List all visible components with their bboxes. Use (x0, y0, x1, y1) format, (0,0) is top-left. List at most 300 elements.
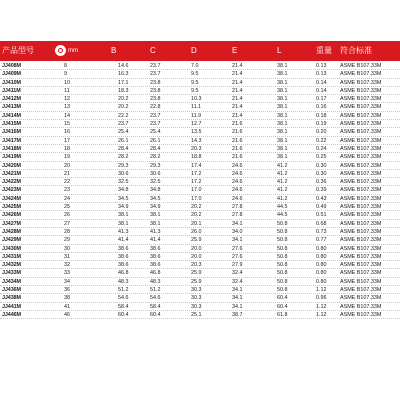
cell-l: 44.5 (277, 204, 288, 211)
cell-l: 38.1 (277, 87, 288, 94)
table-row (0, 178, 400, 186)
cell-d: 25.9 (191, 237, 202, 244)
cell-c: 29.3 (150, 162, 161, 169)
table-row (0, 162, 400, 170)
cell-std: ASME B107.33M (340, 96, 382, 103)
cell-b: 23.7 (118, 121, 129, 128)
cell-size: 34 (64, 278, 70, 285)
cell-b: 51.2 (118, 287, 129, 294)
cell-std: ASME B107.33M (340, 287, 382, 294)
cell-e: 27.6 (232, 253, 243, 260)
cell-c: 34.9 (150, 204, 161, 211)
table-row (0, 120, 400, 128)
table-row (0, 286, 400, 294)
cell-c: 23.8 (150, 87, 161, 94)
cell-c: 23.7 (150, 121, 161, 128)
cell-l: 41.2 (277, 187, 288, 194)
cell-std: ASME B107.33M (340, 245, 382, 252)
cell-model: JJ431M (2, 253, 21, 260)
cell-weight: 0.14 (316, 87, 327, 94)
header-size-unit: mm (68, 48, 78, 54)
table-row (0, 62, 400, 70)
cell-size: 23 (64, 187, 70, 194)
table-row (0, 186, 400, 194)
cell-std: ASME B107.33M (340, 162, 382, 169)
cell-l: 60.4 (277, 303, 288, 310)
cell-std: ASME B107.33M (340, 170, 382, 177)
cell-b: 18.3 (118, 87, 129, 94)
cell-d: 20.0 (191, 245, 202, 252)
cell-e: 34.1 (232, 287, 243, 294)
cell-weight: 0.39 (316, 187, 327, 194)
cell-weight: 0.73 (316, 228, 327, 235)
cell-model: JJ409M (2, 71, 21, 78)
cell-d: 26.0 (191, 228, 202, 235)
table-row (0, 228, 400, 236)
cell-b: 38.6 (118, 262, 129, 269)
cell-c: 23.7 (150, 112, 161, 119)
cell-std: ASME B107.33M (340, 63, 382, 69)
cell-weight: 0.96 (316, 295, 327, 302)
cell-e: 21.6 (232, 137, 243, 144)
cell-weight: 0.19 (316, 121, 327, 128)
cell-c: 23.7 (150, 71, 161, 78)
cell-size: 31 (64, 253, 70, 260)
cell-model: JJ429M (2, 237, 21, 244)
cell-size: 14 (64, 112, 70, 119)
cell-e: 32.4 (232, 278, 243, 285)
cell-model: JJ441M (2, 303, 21, 310)
cell-d: 17.2 (191, 170, 202, 177)
cell-b: 38.1 (118, 212, 129, 219)
cell-d: 30.3 (191, 303, 202, 310)
cell-d: 9.5 (191, 71, 199, 78)
cell-weight: 0.51 (316, 212, 327, 219)
cell-e: 21.4 (232, 104, 243, 111)
cell-weight: 0.68 (316, 220, 327, 227)
cell-model: JJ415M (2, 121, 21, 128)
cell-b: 38.1 (118, 220, 129, 227)
cell-std: ASME B107.33M (340, 121, 382, 128)
cell-l: 60.4 (277, 295, 288, 302)
table-row (0, 112, 400, 120)
cell-std: ASME B107.33M (340, 212, 382, 219)
cell-weight: 0.17 (316, 96, 327, 103)
cell-b: 46.8 (118, 270, 129, 277)
cell-size: 8 (64, 63, 67, 69)
cell-b: 22.2 (118, 112, 129, 119)
table-row (0, 294, 400, 302)
cell-weight: 0.77 (316, 237, 327, 244)
cell-size: 12 (64, 96, 70, 103)
cell-e: 21.6 (232, 129, 243, 136)
cell-b: 38.6 (118, 253, 129, 260)
cell-d: 18.8 (191, 154, 202, 161)
cell-std: ASME B107.33M (340, 303, 382, 310)
cell-weight: 0.80 (316, 245, 327, 252)
cell-std: ASME B107.33M (340, 145, 382, 152)
table-row (0, 311, 400, 319)
cell-e: 21.6 (232, 145, 243, 152)
cell-size: 32 (64, 262, 70, 269)
cell-std: ASME B107.33M (340, 311, 382, 318)
cell-model: JJ438M (2, 295, 21, 302)
cell-c: 58.4 (150, 303, 161, 310)
header-model: 产品型号 (2, 46, 34, 55)
header-b: B (111, 46, 117, 55)
cell-e: 34.1 (232, 220, 243, 227)
cell-model: JJ420M (2, 162, 21, 169)
cell-l: 38.1 (277, 79, 288, 86)
cell-d: 17.0 (191, 187, 202, 194)
table-row (0, 95, 400, 103)
cell-l: 38.1 (277, 63, 288, 69)
cell-d: 9.5 (191, 79, 199, 86)
cell-c: 34.8 (150, 187, 161, 194)
cell-weight: 0.80 (316, 262, 327, 269)
cell-l: 38.1 (277, 104, 288, 111)
table-row (0, 303, 400, 311)
cell-model: JJ411M (2, 87, 21, 94)
cell-e: 24.6 (232, 195, 243, 202)
table-row (0, 269, 400, 277)
cell-l: 41.2 (277, 170, 288, 177)
cell-model: JJ425M (2, 204, 21, 211)
cell-l: 50.8 (277, 220, 288, 227)
cell-e: 21.4 (232, 71, 243, 78)
cell-weight: 0.20 (316, 129, 327, 136)
cell-weight: 1.12 (316, 303, 327, 310)
table-row (0, 236, 400, 244)
spec-table-body (0, 62, 400, 319)
cell-model: JJ436M (2, 287, 21, 294)
cell-d: 25.9 (191, 270, 202, 277)
cell-model: JJ430M (2, 245, 21, 252)
cell-l: 38.1 (277, 112, 288, 119)
cell-b: 60.4 (118, 311, 129, 318)
cell-d: 25.1 (191, 311, 202, 318)
cell-weight: 0.16 (316, 104, 327, 111)
cell-model: JJ414M (2, 112, 21, 119)
table-row (0, 153, 400, 161)
cell-size: 38 (64, 295, 70, 302)
cell-c: 41.3 (150, 228, 161, 235)
cell-c: 48.3 (150, 278, 161, 285)
cell-std: ASME B107.33M (340, 195, 382, 202)
cell-l: 38.1 (277, 129, 288, 136)
cell-l: 50.8 (277, 262, 288, 269)
cell-std: ASME B107.33M (340, 220, 382, 227)
cell-weight: 0.80 (316, 278, 327, 285)
cell-b: 25.4 (118, 129, 129, 136)
cell-b: 28.2 (118, 154, 129, 161)
cell-b: 20.2 (118, 104, 129, 111)
cell-b: 58.4 (118, 303, 129, 310)
cell-d: 17.4 (191, 162, 202, 169)
cell-weight: 0.80 (316, 270, 327, 277)
cell-c: 41.4 (150, 237, 161, 244)
cell-weight: 0.22 (316, 137, 327, 144)
cell-e: 34.0 (232, 228, 243, 235)
cell-b: 34.9 (118, 204, 129, 211)
cell-l: 50.8 (277, 245, 288, 252)
table-row (0, 211, 400, 219)
cell-c: 23.8 (150, 96, 161, 103)
cell-c: 32.5 (150, 179, 161, 186)
cell-l: 50.8 (277, 228, 288, 235)
cell-b: 41.4 (118, 237, 129, 244)
cell-e: 27.9 (232, 262, 243, 269)
cell-std: ASME B107.33M (340, 129, 382, 136)
cell-std: ASME B107.33M (340, 112, 382, 119)
cell-model: JJ422M (2, 179, 21, 186)
cell-d: 14.3 (191, 137, 202, 144)
cell-size: 28 (64, 228, 70, 235)
cell-std: ASME B107.33M (340, 79, 382, 86)
cell-b: 20.2 (118, 96, 129, 103)
cell-size: 33 (64, 270, 70, 277)
cell-size: 20 (64, 162, 70, 169)
cell-std: ASME B107.33M (340, 187, 382, 194)
cell-model: JJ428M (2, 228, 21, 235)
cell-e: 27.6 (232, 245, 243, 252)
cell-l: 41.2 (277, 195, 288, 202)
header-weight: 重量 (316, 46, 332, 55)
cell-model: JJ413M (2, 104, 21, 111)
cell-d: 20.3 (191, 262, 202, 269)
cell-d: 20.1 (191, 220, 202, 227)
cell-b: 28.4 (118, 145, 129, 152)
cell-std: ASME B107.33M (340, 204, 382, 211)
cell-size: 25 (64, 204, 70, 211)
cell-std: ASME B107.33M (340, 270, 382, 277)
cell-size: 21 (64, 170, 70, 177)
cell-c: 25.4 (150, 129, 161, 136)
cell-weight: 0.43 (316, 195, 327, 202)
cell-model: JJ419M (2, 154, 21, 161)
cell-weight: 0.30 (316, 170, 327, 177)
cell-e: 21.4 (232, 63, 243, 69)
cell-c: 22.8 (150, 104, 161, 111)
cell-model: JJ446M (2, 311, 21, 318)
cell-c: 28.4 (150, 145, 161, 152)
cell-e: 24.6 (232, 179, 243, 186)
cell-d: 17.0 (191, 195, 202, 202)
cell-c: 38.6 (150, 253, 161, 260)
table-row (0, 203, 400, 211)
cell-size: 10 (64, 79, 70, 86)
cell-std: ASME B107.33M (340, 228, 382, 235)
cell-l: 41.2 (277, 179, 288, 186)
cell-b: 34.5 (118, 195, 129, 202)
cell-l: 61.8 (277, 311, 288, 318)
cell-e: 32.4 (232, 270, 243, 277)
table-row (0, 79, 400, 87)
cell-c: 34.5 (150, 195, 161, 202)
cell-size: 30 (64, 245, 70, 252)
cell-c: 23.8 (150, 79, 161, 86)
cell-d: 30.3 (191, 295, 202, 302)
cell-b: 30.6 (118, 170, 129, 177)
table-row (0, 145, 400, 153)
cell-d: 9.5 (191, 87, 199, 94)
cell-weight: 0.25 (316, 154, 327, 161)
cell-std: ASME B107.33M (340, 87, 382, 94)
cell-e: 21.4 (232, 87, 243, 94)
cell-e: 38.7 (232, 311, 243, 318)
table-row (0, 87, 400, 95)
cell-e: 24.6 (232, 170, 243, 177)
cell-size: 19 (64, 154, 70, 161)
cell-size: 41 (64, 303, 70, 310)
cell-weight: 0.30 (316, 162, 327, 169)
cell-model: JJ432M (2, 262, 21, 269)
cell-l: 50.8 (277, 278, 288, 285)
cell-e: 24.6 (232, 187, 243, 194)
cell-model: JJ412M (2, 96, 21, 103)
cell-std: ASME B107.33M (340, 179, 382, 186)
cell-size: 24 (64, 195, 70, 202)
cell-size: 29 (64, 237, 70, 244)
cell-weight: 0.14 (316, 79, 327, 86)
cell-c: 26.1 (150, 137, 161, 144)
cell-weight: 0.18 (316, 112, 327, 119)
cell-d: 20.0 (191, 253, 202, 260)
cell-model: JJ427M (2, 220, 21, 227)
cell-d: 20.2 (191, 204, 202, 211)
table-row (0, 278, 400, 286)
cell-weight: 0.80 (316, 253, 327, 260)
cell-model: JJ418M (2, 145, 21, 152)
cell-size: 16 (64, 129, 70, 136)
cell-b: 16.3 (118, 71, 129, 78)
cell-l: 50.8 (277, 253, 288, 260)
cell-b: 34.8 (118, 187, 129, 194)
cell-std: ASME B107.33M (340, 137, 382, 144)
cell-c: 38.1 (150, 220, 161, 227)
cell-c: 38.6 (150, 262, 161, 269)
cell-size: 11 (64, 87, 70, 94)
cell-std: ASME B107.33M (340, 154, 382, 161)
cell-e: 34.1 (232, 237, 243, 244)
cell-e: 24.6 (232, 162, 243, 169)
table-row (0, 195, 400, 203)
cell-b: 54.6 (118, 295, 129, 302)
table-row (0, 253, 400, 261)
cell-std: ASME B107.33M (340, 104, 382, 111)
cell-std: ASME B107.33M (340, 71, 382, 78)
cell-size: 27 (64, 220, 70, 227)
cell-c: 23.7 (150, 63, 161, 69)
cell-d: 7.0 (191, 63, 199, 69)
cell-c: 60.4 (150, 311, 161, 318)
header-l: L (277, 46, 282, 55)
cell-e: 21.4 (232, 112, 243, 119)
cell-b: 48.3 (118, 278, 129, 285)
cell-model: JJ421M (2, 170, 21, 177)
cell-d: 12.7 (191, 121, 202, 128)
cell-size: 36 (64, 287, 70, 294)
socket-size-icon (55, 45, 66, 56)
cell-size: 15 (64, 121, 70, 128)
cell-l: 38.1 (277, 71, 288, 78)
cell-size: 22 (64, 179, 70, 186)
cell-e: 21.6 (232, 154, 243, 161)
cell-c: 28.2 (150, 154, 161, 161)
cell-d: 13.5 (191, 129, 202, 136)
cell-l: 50.8 (277, 270, 288, 277)
cell-e: 27.8 (232, 204, 243, 211)
cell-d: 20.3 (191, 145, 202, 152)
cell-d: 25.9 (191, 278, 202, 285)
cell-std: ASME B107.33M (340, 262, 382, 269)
cell-b: 17.1 (118, 79, 129, 86)
cell-d: 11.9 (191, 112, 202, 119)
cell-model: JJ408M (2, 63, 21, 69)
cell-weight: 1.12 (316, 311, 327, 318)
table-header (0, 41, 400, 61)
cell-std: ASME B107.33M (340, 278, 382, 285)
cell-b: 41.3 (118, 228, 129, 235)
table-row (0, 170, 400, 178)
cell-b: 14.6 (118, 63, 129, 69)
cell-size: 17 (64, 137, 70, 144)
cell-weight: 0.49 (316, 204, 327, 211)
cell-e: 34.1 (232, 295, 243, 302)
header-e: E (232, 46, 238, 55)
cell-d: 10.3 (191, 96, 202, 103)
cell-l: 44.5 (277, 212, 288, 219)
cell-l: 50.8 (277, 287, 288, 294)
header-c: C (150, 46, 156, 55)
cell-l: 38.1 (277, 96, 288, 103)
table-row (0, 137, 400, 145)
cell-e: 21.4 (232, 96, 243, 103)
cell-std: ASME B107.33M (340, 295, 382, 302)
cell-weight: 0.13 (316, 63, 327, 69)
header-standard: 符合标准 (340, 46, 372, 55)
header-d: D (191, 46, 197, 55)
cell-c: 46.8 (150, 270, 161, 277)
cell-d: 17.2 (191, 179, 202, 186)
table-row (0, 128, 400, 136)
cell-model: JJ434M (2, 278, 21, 285)
table-row (0, 103, 400, 111)
cell-weight: 1.12 (316, 287, 327, 294)
cell-l: 38.1 (277, 154, 288, 161)
cell-c: 38.1 (150, 212, 161, 219)
table-row (0, 245, 400, 253)
cell-e: 21.6 (232, 121, 243, 128)
cell-size: 26 (64, 212, 70, 219)
cell-size: 18 (64, 145, 70, 152)
cell-weight: 0.13 (316, 71, 327, 78)
cell-size: 13 (64, 104, 70, 111)
cell-b: 26.1 (118, 137, 129, 144)
cell-model: JJ417M (2, 137, 21, 144)
cell-l: 38.1 (277, 137, 288, 144)
cell-model: JJ423M (2, 187, 21, 194)
cell-weight: 0.36 (316, 179, 327, 186)
cell-e: 34.1 (232, 303, 243, 310)
cell-l: 38.1 (277, 121, 288, 128)
cell-model: JJ410M (2, 79, 21, 86)
table-row (0, 220, 400, 228)
cell-model: JJ416M (2, 129, 21, 136)
cell-size: 9 (64, 71, 67, 78)
cell-c: 51.2 (150, 287, 161, 294)
cell-e: 27.8 (232, 212, 243, 219)
